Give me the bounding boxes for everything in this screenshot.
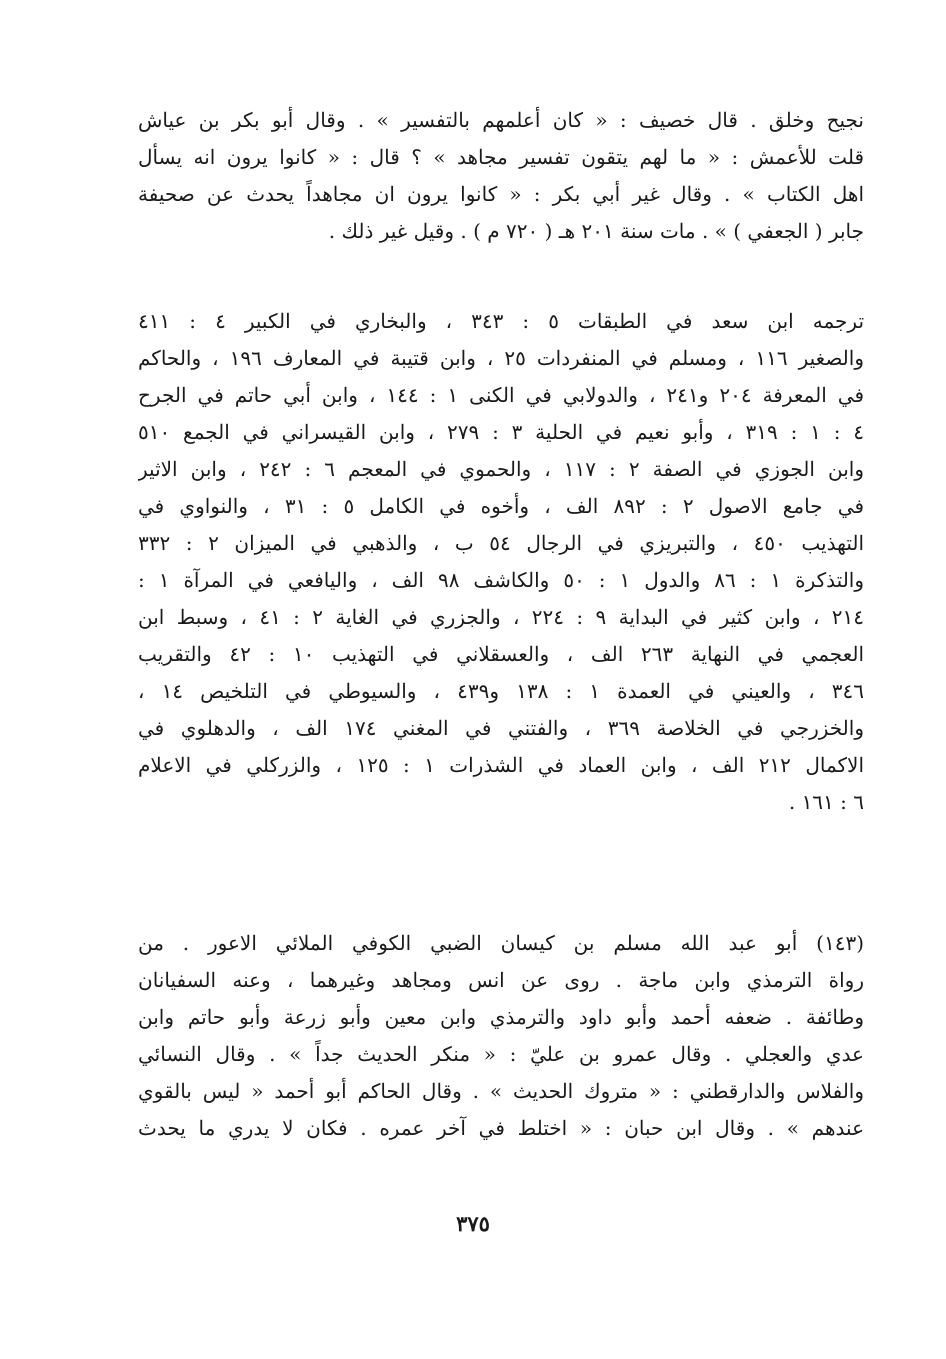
text-line: (١٤٣) أبو عبد الله مسلم بن كيسان الضبي الكوفي الملائي الاعور . من: [138, 931, 864, 955]
text-line: اهل الكتاب » . وقال غير أبي بكر : « كانوا يرون ان مجاهداً يحدث عن صحيفة: [138, 182, 864, 206]
text-line: الاكمال ٢١٢ الف ، وابن العماد في الشذرات ١ : ١٢٥ ، والزركلي في الاعلام: [138, 753, 864, 777]
text-line: التهذيب ٤٥٠ ، والتبريزي في الرجال ٥٤ ب ، والذهبي في الميزان ٢ : ٣٣٢: [138, 531, 864, 555]
text-line: العجمي في النهاية ٢٦٣ الف ، والعسقلاني في التهذيب ١٠ : ٤٢ والتقريب: [138, 642, 864, 666]
text-line: والخزرجي في الخلاصة ٣٦٩ ، والفتني في المغني ١٧٤ الف ، والدهلوي في: [138, 716, 864, 740]
text-line: عندهم » . وقال ابن حبان : « اختلط في آخر عمره . فكان لا يدري ما يحدث: [138, 1116, 864, 1140]
text-line: وطائفة . ضعفه أحمد وأبو داود والترمذي وابن معين وأبو زرعة وأبو حاتم وابن: [138, 1005, 864, 1029]
page-number: ٣٧٥: [456, 1211, 490, 1236]
text-line: قلت للأعمش : « ما لهم يتقون تفسير مجاهد » ؟ قال : « كانوا يرون انه يسأل: [138, 145, 864, 169]
text-line: ترجمه ابن سعد في الطبقات ٥ : ٣٤٣ ، والبخاري في الكبير ٤ : ٤١١: [138, 309, 864, 333]
text-line: جابر ( الجعفي ) » . مات سنة ٢٠١ هـ ( ٧٢٠ م ) . وقيل غير ذلك .: [328, 219, 864, 243]
text-line: وابن الجوزي في الصفة ٢ : ١١٧ ، والحموي في المعجم ٦ : ٢٤٢ ، وابن الاثير: [138, 457, 864, 481]
text-line: في جامع الاصول ٢ : ٨٩٢ الف ، وأخوه في الكامل ٥ : ٣١ ، والنواوي في: [138, 494, 864, 518]
text-line: والصغير ١١٦ ، ومسلم في المنفردات ٢٥ ، وابن قتيبة في المعارف ١٩٦ ، والحاكم: [138, 346, 864, 370]
text-line: والفلاس والدارقطني : « متروك الحديث » . وقال الحاكم أبو أحمد « ليس بالقوي: [138, 1079, 864, 1103]
text-line: في المعرفة ٢٠٤ و٢٤١ ، والدولابي في الكنى ١ : ١٤٤ ، وابن أبي حاتم في الجرح: [138, 383, 864, 407]
text-line: رواة الترمذي وابن ماجة . روى عن انس ومجاهد وغيرهما ، وعنه السفيانان: [138, 968, 864, 992]
text-line: ٣٤٦ ، والعيني في العمدة ١ : ١٣٨ و٤٣٩ ، والسيوطي في التلخيص ١٤ ،: [138, 679, 864, 703]
text-line: عدي والعجلي . وقال عمرو بن عليّ : « منكر الحديث جداً » . وقال النسائي: [138, 1042, 864, 1066]
paragraph-biography-continuation: [138, 102, 864, 250]
text-line: ٤ : ١ : ٣١٩ ، وأبو نعيم في الحلية ٣ : ٢٧٩ ، وابن القيسراني في الجمع ٥١٠: [138, 420, 864, 444]
paragraph-references: [138, 303, 864, 821]
text-line: ٦ : ١٦١ .: [788, 790, 864, 814]
text-line: ٢١٤ ، وابن كثير في البداية ٩ : ٢٢٤ ، والجزري في الغاية ٢ : ٤١ ، وسبط ابن: [138, 605, 864, 629]
text-line: نجيح وخلق . قال خصيف : « كان أعلمهم بالتفسير » . وقال أبو بكر بن عياش: [138, 108, 864, 132]
text-line: والتذكرة ١ : ٨٦ والدول ١ : ٥٠ والكاشف ٩٨ الف ، واليافعي في المرآة ١ :: [138, 568, 864, 592]
paragraph-entry-143: [138, 925, 864, 1147]
